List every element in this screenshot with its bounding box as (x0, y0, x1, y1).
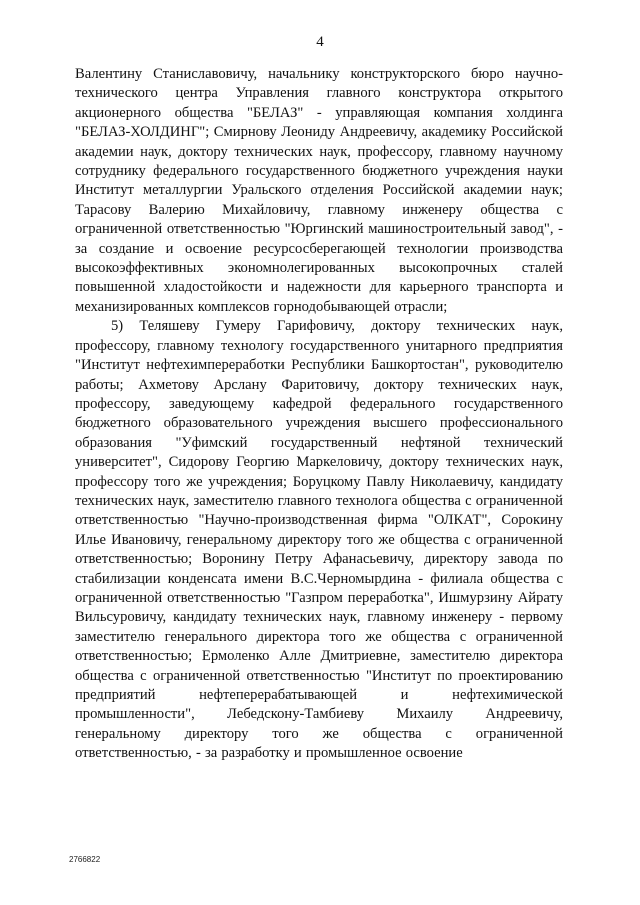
document-code: 2766822 (69, 855, 101, 864)
document-body (75, 65, 563, 764)
paragraph-item-5: 5) Теляшеву Гумеру Гарифовичу, доктору технических наук, профессору, главному технологу государственного унитарного предприятия "Институт нефтехимпереработки Республики Башкортостан", руководителю работы; Ахметову Арслану Фаритовичу, доктору технических наук, профессору, заведующему кафедрой федерального государственного бюджетного образовательного учреждения высшего профессионального образования "Уфимский государственный нефтяной технический университет", Сидорову Георгию Маркеловичу, доктору технических наук, профессору того же учреждения; Боруцкому Павлу Николаевичу, кандидату технических наук, заместителю главного технолога общества с ограниченной ответственностью "Научно-производственная фирма "ОЛКАТ", Сорокину Илье Ивановичу, генеральному директору того же общества с ограниченной ответственностью; Воронину Петру Афанасьевичу, директору завода по стабилизации конденсата имени В.С.Черномырдина - филиала общества с ограниченной ответственностью "Газпром переработка", Ишмурзину Айрату Вильсуровичу, кандидату технических наук, главному инженеру - первому заместителю генерального директора того же общества с ограниченной ответственностью; Ермоленко Алле Дмитриевне, заместителю директора общества с ограниченной ответственностью "Институт по проектированию предприятий нефтеперерабатывающей и нефтехимической промышленности", Лебедскону-Тамбиеву Михаилу Андреевичу, генеральному директору того же общества с ограниченной ответственностью, - за разработку и промышленное освоение (75, 318, 563, 762)
page-number: 4 (316, 34, 324, 50)
paragraph-continuation: Валентину Станиславовичу, начальнику конструкторского бюро научно-технического центра Управления главного конструктора открытого акционерного общества "БЕЛАЗ" - управляющая компания холдинга "БЕЛАЗ-ХОЛДИНГ"; Смирнову Леониду Андреевичу, академику Российской академии наук, доктору технических наук, профессору, главному научному сотруднику федерального государственного бюджетного учреждения науки Институт металлургии Уральского отделения Российской академии наук; Тарасову Валерию Михайловичу, главному инженеру общества с ограниченной ответственностью "Юргинский машиностроительный завод", - за создание и освоение ресурсосберегающей технологии производства высокоэффективных экономнолегированных высокопрочных сталей повышенной хладостойкости и надежности для карьерного транспорта и механизированных комплексов горнодобывающей отрасли; (75, 66, 563, 315)
